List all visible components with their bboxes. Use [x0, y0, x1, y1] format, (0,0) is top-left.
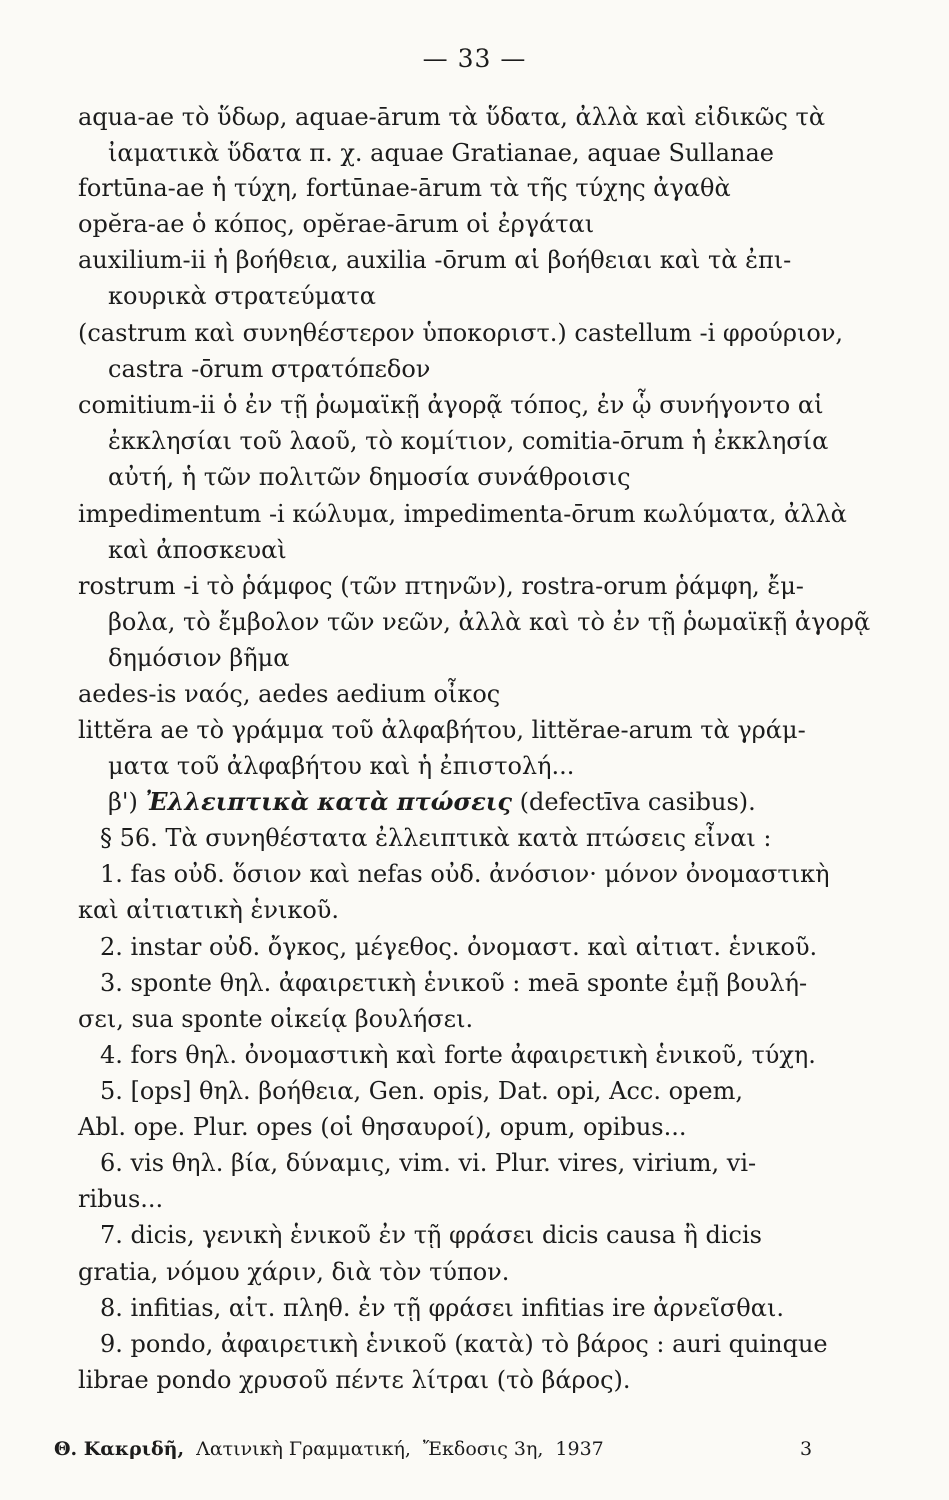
section-latin: (defectīva casibus).	[519, 788, 756, 816]
text-line: littĕra ae τὸ γράμμα τοῦ ἀλφαβήτου, littĕrae-arum τὰ γράμ-	[78, 716, 806, 744]
text-line: ἰαματικὰ ὕδατα π. χ. aquae Gratianae, aquae Sullanae	[108, 139, 775, 167]
text-line: impedimentum -i κώλυμα, impedimenta-ōrum κωλύματα, ἀλλὰ	[78, 500, 847, 528]
text-line: comitium-ii ὁ ἐν τῇ ῥωμαϊκῇ ἀγορᾷ τόπος, ἐν ᾧ συνήγοντο αἱ	[78, 391, 824, 419]
text-line: castra -ōrum στρατόπεδον	[108, 355, 431, 383]
text-line: κουρικὰ στρατεύματα	[108, 282, 376, 310]
text-line: auxilium-ii ἡ βοήθεια, auxilia -ōrum αἱ βοήθειαι καὶ τὰ ἐπι-	[78, 246, 792, 274]
footer-edition: Ἔκδοσις 3η,	[422, 1438, 544, 1460]
text-line: 4. fors θηλ. ὀνομαστικὴ καὶ forte ἀφαιρετικὴ ἑνικοῦ, τύχη.	[100, 1041, 816, 1069]
text-line: καὶ ἀποσκευαὶ	[108, 536, 287, 564]
text-line: σει, sua sponte οἰκείᾳ βουλήσει.	[78, 1005, 474, 1033]
text-line: καὶ αἰτιατικὴ ἑνικοῦ.	[78, 896, 339, 924]
text-line: 7. dicis, γενικὴ ἑνικοῦ ἐν τῇ φράσει dicis causa ἢ dicis	[100, 1221, 762, 1249]
text-line: 9. pondo, ἀφαιρετικὴ ἑνικοῦ (κατὰ) τὸ βάρος : auri quinque	[100, 1330, 828, 1358]
text-line: 3. sponte θηλ. ἀφαιρετικὴ ἑνικοῦ : meā sponte ἐμῇ βουλή-	[100, 969, 808, 997]
text-line: 8. infitias, αἰτ. πληθ. ἐν τῇ φράσει infitias ire ἀρνεῖσθαι.	[100, 1294, 784, 1322]
text-line: § 56. Τὰ συνηθέστατα ἐλλειπτικὰ κατὰ πτώσεις εἶναι :	[100, 824, 772, 852]
section-heading	[108, 787, 756, 817]
text-line: aedes-is ναός, aedes aedium οἶκος	[78, 680, 501, 708]
text-line: δημόσιον βῆμα	[108, 644, 290, 672]
text-line: βολα, τὸ ἔμβολον τῶν νεῶν, ἀλλὰ καὶ τὸ ἐν τῇ ῥωμαϊκῇ ἀγορᾷ	[108, 608, 871, 636]
text-line: fortūna-ae ἡ τύχη, fortūnae-ārum τὰ τῆς τύχης ἀγαθὰ	[78, 174, 731, 202]
page-number: — 33 —	[422, 44, 527, 73]
footer-book: Λατινικὴ Γραμματική,	[196, 1438, 411, 1460]
section-title: Ἐλλειπτικὰ κατὰ πτώσεις	[145, 787, 513, 816]
section-marker: β')	[108, 788, 138, 816]
text-line: 2. instar οὐδ. ὄγκος, μέγεθος. ὀνομαστ. καὶ αἰτιατ. ἑνικοῦ.	[100, 933, 818, 961]
text-line: Abl. ope. Plur. opes (οἱ θησαυροί), opum, opibus...	[78, 1113, 687, 1141]
text-line: rostrum -i τὸ ῥάμφος (τῶν πτηνῶν), rostra-orum ῥάμφη, ἔμ-	[78, 572, 804, 600]
text-line: 1. fas οὐδ. ὅσιον καὶ nefas οὐδ. ἀνόσιον· μόνον ὀνομαστικὴ	[100, 860, 830, 888]
footer-signature: 3	[800, 1438, 813, 1460]
text-line: librae pondo χρυσοῦ πέντε λίτραι (τὸ βάρος).	[78, 1366, 631, 1394]
text-line: ἐκκλησίαι τοῦ λαοῦ, τὸ κομίτιον, comitia-ōrum ἡ ἐκκλησία	[108, 427, 829, 455]
text-line: ματα τοῦ ἀλφαβήτου καὶ ἡ ἐπιστολή...	[108, 752, 575, 780]
text-line: ribus...	[78, 1185, 164, 1213]
text-line: (castrum καὶ συνηθέστερον ὑποκοριστ.) castellum -i φρούριον,	[78, 319, 844, 347]
page-footer	[54, 1438, 814, 1460]
text-line: 5. [ops] θηλ. βοήθεια, Gen. opis, Dat. opi, Acc. opem,	[100, 1077, 743, 1105]
footer-author: Θ. Κακριδῆ,	[54, 1438, 185, 1460]
text-line: opĕra-ae ὁ κόπος, opĕrae-ārum οἱ ἐργάται	[78, 210, 595, 238]
text-line: gratia, νόμου χάριν, διὰ τὸν τύπον.	[78, 1258, 510, 1286]
text-line: αὐτή, ἡ τῶν πολιτῶν δημοσία συνάθροισις	[108, 463, 631, 491]
text-line: 6. vis θηλ. βία, δύναμις, vim. vi. Plur. vires, virium, vi-	[100, 1149, 757, 1177]
text-line: aqua-ae τὸ ὕδωρ, aquae-ārum τὰ ὕδατα, ἀλλὰ καὶ εἰδικῶς τὰ	[78, 103, 826, 131]
footer-year: 1937	[555, 1438, 604, 1460]
